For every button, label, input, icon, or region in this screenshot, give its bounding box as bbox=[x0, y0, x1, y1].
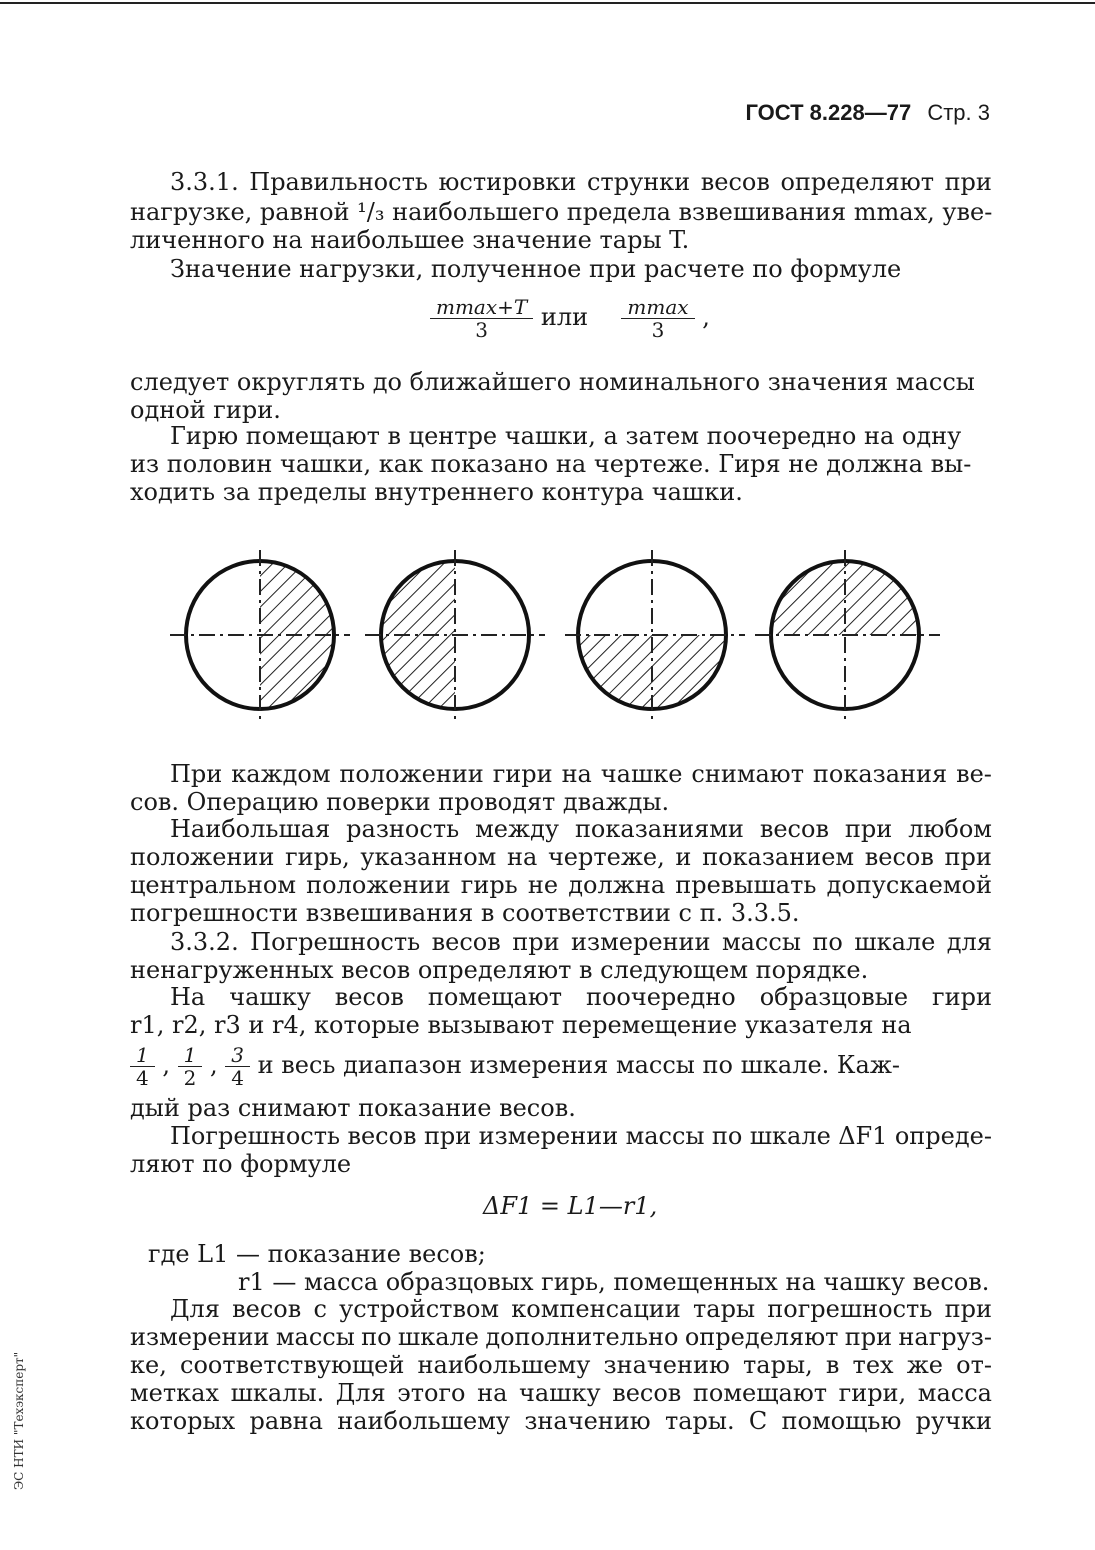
p2-line-1: Значение нагрузки, полученное при расчете по формуле bbox=[170, 255, 902, 283]
p8-line-2: r1, r2, r3 и r4, которые вызывают перемещение указателя на bbox=[130, 1011, 912, 1039]
circle-left-half bbox=[365, 550, 545, 720]
frac-den: 4 bbox=[136, 1066, 149, 1090]
p3-line-2: одной гири. bbox=[130, 396, 281, 424]
p6-line-2: положении гирь, указанном на чертеже, и показанием весов при bbox=[130, 843, 992, 871]
frac-den: 4 bbox=[231, 1066, 244, 1090]
side-watermark: ЭС НТИ "Техэксперт" bbox=[12, 1351, 26, 1490]
p9-line-1: Погрешность весов при измерении массы по шкале ΔF1 опреде- bbox=[170, 1122, 992, 1150]
frac-num: mmax bbox=[621, 296, 694, 319]
p5-line-2: сов. Операцию поверки проводят дважды. bbox=[130, 788, 670, 816]
frac-num: 1 bbox=[178, 1044, 203, 1067]
formula-comma: , bbox=[702, 303, 710, 331]
p10-line-2: r1 — масса образцовых гирь, помещенных на чашку весов. bbox=[238, 1268, 990, 1296]
error-formula: ΔF1 = L1—r1, bbox=[483, 1192, 658, 1220]
p3-line-1: следует округлять до ближайшего номинального значения массы bbox=[130, 368, 975, 396]
p6-line-3: центральном положении гирь не должна превышать допускаемой bbox=[130, 871, 992, 899]
p9-line-2: ляют по формуле bbox=[130, 1150, 352, 1178]
frac-num: mmax+T bbox=[430, 296, 533, 319]
p4-line-2: из половин чашки, как показано на чертеже. Гиря не должна вы- bbox=[130, 450, 972, 478]
p6-line-1: Наибольшая разность между показаниями весов при любом bbox=[170, 815, 992, 843]
fraction-quarter bbox=[130, 1044, 155, 1089]
p4-line-3: ходить за пределы внутреннего контура чашки. bbox=[130, 478, 743, 506]
frac-den: 2 bbox=[183, 1066, 197, 1090]
p11-line-3: ке, соответствующей наибольшему значению тары, в тех же от- bbox=[130, 1351, 992, 1379]
p1-line-3: личенного на наибольшее значение тары T. bbox=[130, 226, 690, 254]
p5-line-1: При каждом положении гири на чашке снимают показания ве- bbox=[170, 760, 992, 788]
page-number: Стр. 3 bbox=[927, 100, 990, 125]
fraction-mmax bbox=[621, 296, 694, 341]
page-header bbox=[745, 100, 990, 126]
p10-line-1: где L1 — показание весов; bbox=[148, 1240, 486, 1268]
frac-den: 3 bbox=[475, 318, 488, 342]
circle-top-half bbox=[755, 550, 940, 720]
p7-line-2: ненагруженных весов определяют в следующем порядке. bbox=[130, 956, 869, 984]
p8-line-3: $\frac{1}{4}$ , $\frac{1}{2}$ , $\frac{3}{4}$ и весь диапазон измерения массы по шкале. Каж- bbox=[130, 1044, 900, 1089]
fraction-three-quarters bbox=[225, 1044, 250, 1089]
p7-line-1: 3.3.2. Погрешность весов при измерении массы по шкале для bbox=[170, 928, 992, 956]
fraction-half bbox=[178, 1044, 203, 1089]
p11-line-5: которых равна наибольшему значению тары. С помощью ручки bbox=[130, 1407, 992, 1435]
p1-line-2: нагрузке, равной ¹/₃ наибольшего предела взвешивания mmax, уве- bbox=[130, 198, 993, 226]
p1-line-1: 3.3.1. Правильность юстировки струнки весов определяют при bbox=[170, 168, 992, 196]
circle-right-half bbox=[170, 550, 350, 720]
p4-line-1: Гирю помещают в центре чашки, а затем поочередно на одну bbox=[170, 422, 962, 450]
weight-position-figure bbox=[0, 540, 1095, 720]
top-border bbox=[0, 2, 1095, 4]
p8-line-1: На чашку весов помещают поочередно образцовые гири bbox=[170, 983, 992, 1011]
formula-or: или bbox=[540, 303, 589, 331]
standard-number: ГОСТ 8.228—77 bbox=[745, 100, 912, 125]
frac-num: 3 bbox=[225, 1044, 250, 1067]
p8-line-3-text: и весь диапазон измерения массы по шкале. Каж- bbox=[257, 1051, 900, 1079]
circle-bottom-half bbox=[565, 550, 745, 720]
p6-line-4: погрешности взвешивания в соответствии с п. 3.3.5. bbox=[130, 899, 800, 927]
frac-den: 3 bbox=[651, 318, 665, 342]
p11-line-2: измерении массы по шкале дополнительно определяют при нагруз- bbox=[130, 1323, 992, 1351]
p11-line-1: Для весов с устройством компенсации тары погрешность при bbox=[170, 1295, 992, 1323]
load-formula bbox=[430, 296, 710, 341]
fraction-mmax-plus-t bbox=[430, 296, 533, 341]
frac-num: 1 bbox=[130, 1044, 155, 1067]
p8-line-4: дый раз снимают показание весов. bbox=[130, 1094, 576, 1122]
p11-line-4: метках шкалы. Для этого на чашку весов помещают гири, масса bbox=[130, 1379, 992, 1407]
